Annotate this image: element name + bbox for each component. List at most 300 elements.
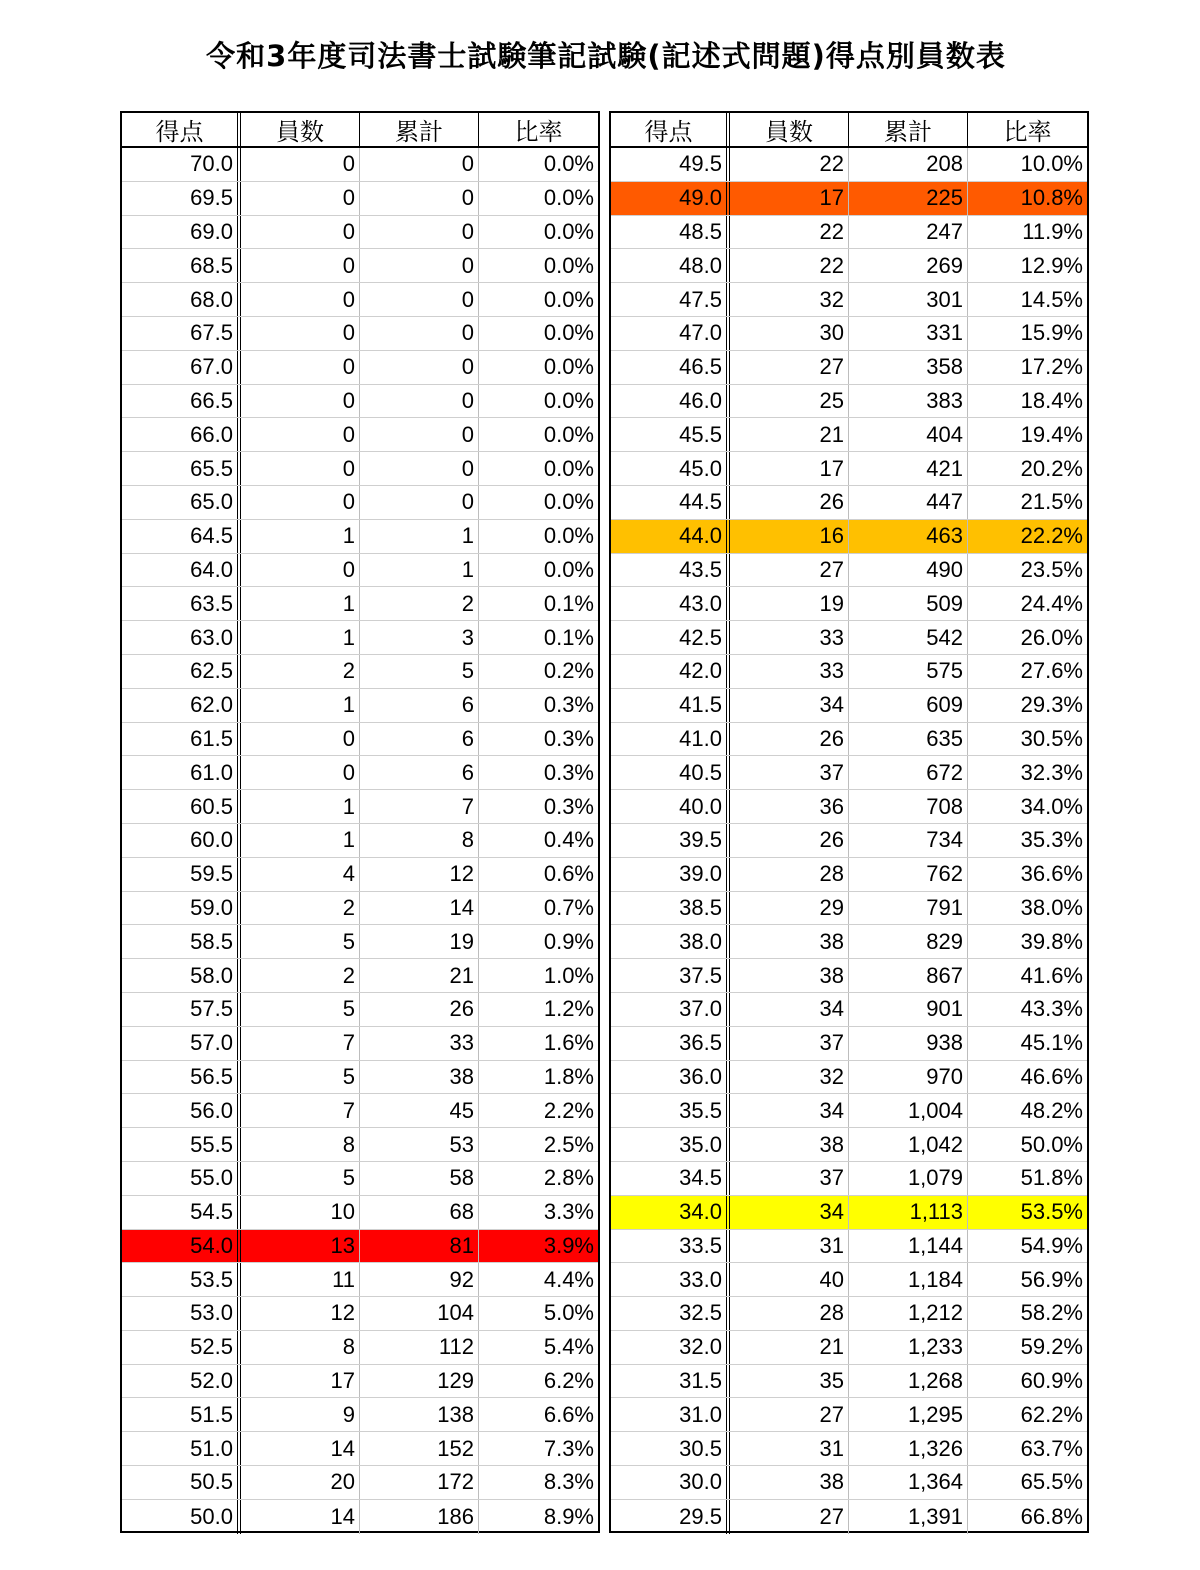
count-cell: 0 [241,452,360,485]
count-cell: 5 [241,993,360,1026]
count-cell: 27 [730,1500,849,1534]
count-cell: 31 [730,1432,849,1465]
table-row [611,486,1087,520]
count-cell: 38 [730,959,849,992]
cumulative-cell: 6 [360,689,479,722]
cumulative-cell: 609 [849,689,968,722]
table-row [122,858,598,892]
cumulative-cell: 301 [849,283,968,316]
cumulative-cell: 38 [360,1061,479,1094]
count-cell: 5 [241,1162,360,1195]
count-cell: 22 [730,216,849,249]
count-cell: 29 [730,892,849,925]
count-cell: 34 [730,1196,849,1229]
count-cell: 37 [730,1162,849,1195]
score-cell: 56.5 [122,1061,241,1094]
score-cell: 38.5 [611,892,730,925]
cumulative-cell: 12 [360,858,479,891]
ratio-cell: 8.9% [543,1503,594,1529]
table-row [611,283,1087,317]
ratio-cell: 0.0% [543,320,594,346]
table-row [122,249,598,283]
score-cell: 69.0 [122,216,241,249]
count-cell: 19 [730,587,849,620]
score-cell: 31.0 [611,1398,730,1431]
cumulative-cell: 867 [849,959,968,992]
score-cell: 43.0 [611,587,730,620]
count-cell: 32 [730,283,849,316]
score-cell: 60.0 [122,824,241,857]
table-row [122,1162,598,1196]
ratio-cell: 0.6% [543,861,594,887]
count-cell: 0 [241,317,360,350]
score-cell: 51.5 [122,1398,241,1431]
table-row [611,756,1087,790]
table-row [122,756,598,790]
count-cell: 25 [730,385,849,418]
count-cell: 1 [241,824,360,857]
ratio-cell: 1.2% [543,996,594,1022]
score-cell: 47.5 [611,283,730,316]
score-cell: 41.5 [611,689,730,722]
score-cell: 39.5 [611,824,730,857]
count-cell: 4 [241,858,360,891]
count-cell: 14 [241,1432,360,1465]
score-cell: 54.5 [122,1196,241,1229]
table-row [611,993,1087,1027]
table-row [611,723,1087,757]
ratio-cell: 23.5% [1020,556,1083,582]
cumulative-cell: 421 [849,452,968,485]
ratio-cell: 56.9% [1020,1266,1083,1292]
count-cell: 0 [241,554,360,587]
ratio-cell: 0.3% [543,692,594,718]
ratio-cell: 20.2% [1020,455,1083,481]
table-row [122,689,598,723]
table-row [611,554,1087,588]
table-row [611,892,1087,926]
count-cell: 0 [241,182,360,215]
score-cell: 64.0 [122,554,241,587]
table-row [611,452,1087,486]
score-cell: 29.5 [611,1500,730,1534]
table-row [122,993,598,1027]
count-cell: 0 [241,723,360,756]
cumulative-cell: 1,144 [849,1230,968,1263]
score-cell: 47.0 [611,317,730,350]
score-cell: 63.0 [122,621,241,654]
table-row [122,283,598,317]
count-cell: 0 [241,385,360,418]
score-cell: 40.0 [611,790,730,823]
ratio-cell: 18.4% [1020,387,1083,413]
cumulative-cell: 0 [360,249,479,282]
table-row [611,1331,1087,1365]
ratio-cell: 2.2% [543,1097,594,1123]
table-row [122,554,598,588]
table-row [122,1196,598,1230]
score-cell: 33.5 [611,1230,730,1263]
cumulative-cell: 383 [849,385,968,418]
count-cell: 38 [730,1128,849,1161]
table-row [611,1466,1087,1500]
table-row [122,723,598,757]
cumulative-cell: 19 [360,925,479,958]
table-row [122,1398,598,1432]
count-cell: 21 [730,1331,849,1364]
score-cell: 59.5 [122,858,241,891]
score-cell: 65.0 [122,486,241,519]
score-cell: 55.5 [122,1128,241,1161]
table-row [122,1061,598,1095]
cumulative-cell: 672 [849,756,968,789]
cumulative-cell: 208 [849,148,968,181]
score-cell: 69.5 [122,182,241,215]
count-cell: 8 [241,1128,360,1161]
score-cell: 50.5 [122,1466,241,1499]
count-cell: 28 [730,1297,849,1330]
score-cell: 48.0 [611,249,730,282]
count-cell: 12 [241,1297,360,1330]
count-cell: 32 [730,1061,849,1094]
ratio-cell: 36.6% [1020,861,1083,887]
cumulative-cell: 172 [360,1466,479,1499]
table-row [611,418,1087,452]
ratio-cell: 3.9% [479,1230,598,1263]
table-row [611,1263,1087,1297]
score-cell: 51.0 [122,1432,241,1465]
score-cell: 39.0 [611,858,730,891]
score-cell: 44.0 [611,520,730,553]
score-cell: 61.0 [122,756,241,789]
cumulative-cell: 970 [849,1061,968,1094]
ratio-cell: 1.0% [543,962,594,988]
ratio-cell: 41.6% [1020,962,1083,988]
cumulative-cell: 53 [360,1128,479,1161]
cumulative-cell: 0 [360,182,479,215]
cumulative-cell: 138 [360,1398,479,1431]
count-cell: 38 [730,925,849,958]
cumulative-cell: 0 [360,418,479,451]
ratio-cell: 0.3% [543,793,594,819]
count-cell: 7 [241,1094,360,1127]
ratio-cell: 0.3% [543,759,594,785]
score-table-left [120,111,600,1533]
score-cell: 60.5 [122,790,241,823]
score-cell: 61.5 [122,723,241,756]
table-row [611,824,1087,858]
cumulative-cell: 225 [849,182,968,215]
cumulative-cell: 0 [360,452,479,485]
cumulative-cell: 269 [849,249,968,282]
ratio-cell: 0.0% [543,354,594,380]
cumulative-cell: 791 [849,892,968,925]
ratio-cell: 5.4% [543,1334,594,1360]
count-cell: 33 [730,621,849,654]
cumulative-cell: 33 [360,1027,479,1060]
ratio-cell: 45.1% [1020,1030,1083,1056]
ratio-cell: 0.0% [543,252,594,278]
ratio-cell: 6.2% [543,1368,594,1394]
table-row [122,385,598,419]
score-cell: 68.5 [122,249,241,282]
count-cell: 26 [730,486,849,519]
count-cell: 33 [730,655,849,688]
ratio-cell: 0.1% [543,590,594,616]
cumulative-cell: 0 [360,283,479,316]
count-cell: 7 [241,1027,360,1060]
score-cell: 49.0 [611,182,730,215]
table-row [122,182,598,216]
ratio-cell: 0.0% [543,286,594,312]
ratio-cell: 51.8% [1020,1165,1083,1191]
header-cumulative: 累計 [849,113,968,146]
count-cell: 37 [730,1027,849,1060]
count-cell: 36 [730,790,849,823]
cumulative-cell: 6 [360,756,479,789]
header-count: 員数 [730,113,849,146]
ratio-cell: 43.3% [1020,996,1083,1022]
cumulative-cell: 0 [360,385,479,418]
cumulative-cell: 1,391 [849,1500,968,1534]
ratio-cell: 58.2% [1020,1300,1083,1326]
count-cell: 9 [241,1398,360,1431]
ratio-cell: 24.4% [1020,590,1083,616]
table-row [122,1297,598,1331]
cumulative-cell: 45 [360,1094,479,1127]
cumulative-cell: 21 [360,959,479,992]
cumulative-cell: 1,113 [849,1196,968,1229]
cumulative-cell: 1 [360,554,479,587]
ratio-cell: 14.5% [1020,286,1083,312]
score-cell: 48.5 [611,216,730,249]
score-cell: 40.5 [611,756,730,789]
table-row [611,1365,1087,1399]
cumulative-cell: 5 [360,655,479,688]
table-row [611,1061,1087,1095]
score-cell: 56.0 [122,1094,241,1127]
ratio-cell: 32.3% [1020,759,1083,785]
cumulative-cell: 1,233 [849,1331,968,1364]
table-row [611,1297,1087,1331]
ratio-cell: 0.4% [543,827,594,853]
count-cell: 22 [730,249,849,282]
count-cell: 0 [241,756,360,789]
cumulative-cell: 1,079 [849,1162,968,1195]
score-cell: 30.5 [611,1432,730,1465]
count-cell: 21 [730,418,849,451]
count-cell: 13 [241,1230,360,1263]
cumulative-cell: 331 [849,317,968,350]
cumulative-cell: 463 [849,520,968,553]
count-cell: 34 [730,993,849,1026]
score-cell: 52.0 [122,1365,241,1398]
count-cell: 2 [241,959,360,992]
score-cell: 43.5 [611,554,730,587]
cumulative-cell: 247 [849,216,968,249]
ratio-cell: 59.2% [1020,1334,1083,1360]
count-cell: 38 [730,1466,849,1499]
table-row [122,1230,598,1264]
ratio-cell: 17.2% [1020,354,1083,380]
cumulative-cell: 0 [360,317,479,350]
score-cell: 58.0 [122,959,241,992]
table-row [611,520,1087,554]
ratio-cell: 10.8% [968,182,1087,215]
cumulative-cell: 26 [360,993,479,1026]
count-cell: 17 [241,1365,360,1398]
table-row [122,925,598,959]
cumulative-cell: 0 [360,216,479,249]
table-row [122,587,598,621]
table-header-row [611,113,1087,148]
count-cell: 14 [241,1500,360,1534]
table-row [122,1027,598,1061]
count-cell: 27 [730,1398,849,1431]
table-row [122,1500,598,1534]
count-cell: 26 [730,824,849,857]
cumulative-cell: 2 [360,587,479,620]
header-score: 得点 [122,113,241,146]
score-table-right [609,111,1089,1533]
score-cell: 44.5 [611,486,730,519]
ratio-cell: 0.0% [543,523,594,549]
ratio-cell: 65.5% [1020,1469,1083,1495]
count-cell: 1 [241,689,360,722]
score-cell: 38.0 [611,925,730,958]
score-cell: 53.0 [122,1297,241,1330]
cumulative-cell: 3 [360,621,479,654]
table-row [122,1128,598,1162]
cumulative-cell: 92 [360,1263,479,1296]
table-row [122,1365,598,1399]
ratio-cell: 35.3% [1020,827,1083,853]
cumulative-cell: 0 [360,351,479,384]
score-cell: 36.5 [611,1027,730,1060]
ratio-cell: 11.9% [1022,218,1083,244]
ratio-cell: 39.8% [1020,928,1083,954]
score-cell: 36.0 [611,1061,730,1094]
count-cell: 28 [730,858,849,891]
table-row [611,858,1087,892]
table-row [611,790,1087,824]
cumulative-cell: 68 [360,1196,479,1229]
ratio-cell: 0.7% [543,894,594,920]
count-cell: 37 [730,756,849,789]
cumulative-cell: 129 [360,1365,479,1398]
table-row [122,959,598,993]
count-cell: 1 [241,790,360,823]
table-row [122,824,598,858]
header-score: 得点 [611,113,730,146]
cumulative-cell: 7 [360,790,479,823]
count-cell: 5 [241,925,360,958]
count-cell: 10 [241,1196,360,1229]
table-row [122,655,598,689]
score-cell: 46.0 [611,385,730,418]
count-cell: 11 [241,1263,360,1296]
cumulative-cell: 635 [849,723,968,756]
count-cell: 34 [730,689,849,722]
cumulative-cell: 829 [849,925,968,958]
cumulative-cell: 447 [849,486,968,519]
score-cell: 34.5 [611,1162,730,1195]
count-cell: 20 [241,1466,360,1499]
table-row [611,1128,1087,1162]
ratio-cell: 8.3% [543,1469,594,1495]
ratio-cell: 1.8% [543,1063,594,1089]
ratio-cell: 38.0% [1020,894,1083,920]
score-cell: 70.0 [122,148,241,181]
score-cell: 42.5 [611,621,730,654]
table-row [122,351,598,385]
cumulative-cell: 1,364 [849,1466,968,1499]
table-row [611,1196,1087,1230]
table-row [122,892,598,926]
table-row [122,621,598,655]
ratio-cell: 34.0% [1020,793,1083,819]
table-row [611,925,1087,959]
header-count: 員数 [241,113,360,146]
count-cell: 17 [730,452,849,485]
score-cell: 59.0 [122,892,241,925]
score-cell: 62.0 [122,689,241,722]
score-cell: 65.5 [122,452,241,485]
ratio-cell: 63.7% [1020,1435,1083,1461]
table-row [122,520,598,554]
cumulative-cell: 1 [360,520,479,553]
cumulative-cell: 112 [360,1331,479,1364]
header-cumulative: 累計 [360,113,479,146]
ratio-cell: 66.8% [1020,1503,1083,1529]
count-cell: 0 [241,148,360,181]
ratio-cell: 4.4% [543,1266,594,1292]
score-cell: 32.0 [611,1331,730,1364]
cumulative-cell: 1,004 [849,1094,968,1127]
score-cell: 63.5 [122,587,241,620]
cumulative-cell: 1,042 [849,1128,968,1161]
score-cell: 42.0 [611,655,730,688]
cumulative-cell: 358 [849,351,968,384]
ratio-cell: 0.2% [543,658,594,684]
score-cell: 35.0 [611,1128,730,1161]
cumulative-cell: 104 [360,1297,479,1330]
cumulative-cell: 1,295 [849,1398,968,1431]
table-row [611,216,1087,250]
ratio-cell: 46.6% [1020,1063,1083,1089]
ratio-cell: 0.0% [543,218,594,244]
ratio-cell: 0.0% [543,489,594,515]
score-cell: 54.0 [122,1230,241,1263]
score-cell: 35.5 [611,1094,730,1127]
cumulative-cell: 734 [849,824,968,857]
score-cell: 67.0 [122,351,241,384]
cumulative-cell: 152 [360,1432,479,1465]
ratio-cell: 7.3% [543,1435,594,1461]
ratio-cell: 60.9% [1020,1368,1083,1394]
count-cell: 1 [241,520,360,553]
score-cell: 53.5 [122,1263,241,1296]
table-row [122,1432,598,1466]
score-cell: 37.5 [611,959,730,992]
table-row [611,587,1087,621]
ratio-cell: 29.3% [1020,692,1083,718]
ratio-cell: 10.0% [1020,151,1083,177]
ratio-cell: 12.9% [1020,252,1083,278]
cumulative-cell: 762 [849,858,968,891]
ratio-cell: 54.9% [1020,1232,1083,1258]
count-cell: 40 [730,1263,849,1296]
